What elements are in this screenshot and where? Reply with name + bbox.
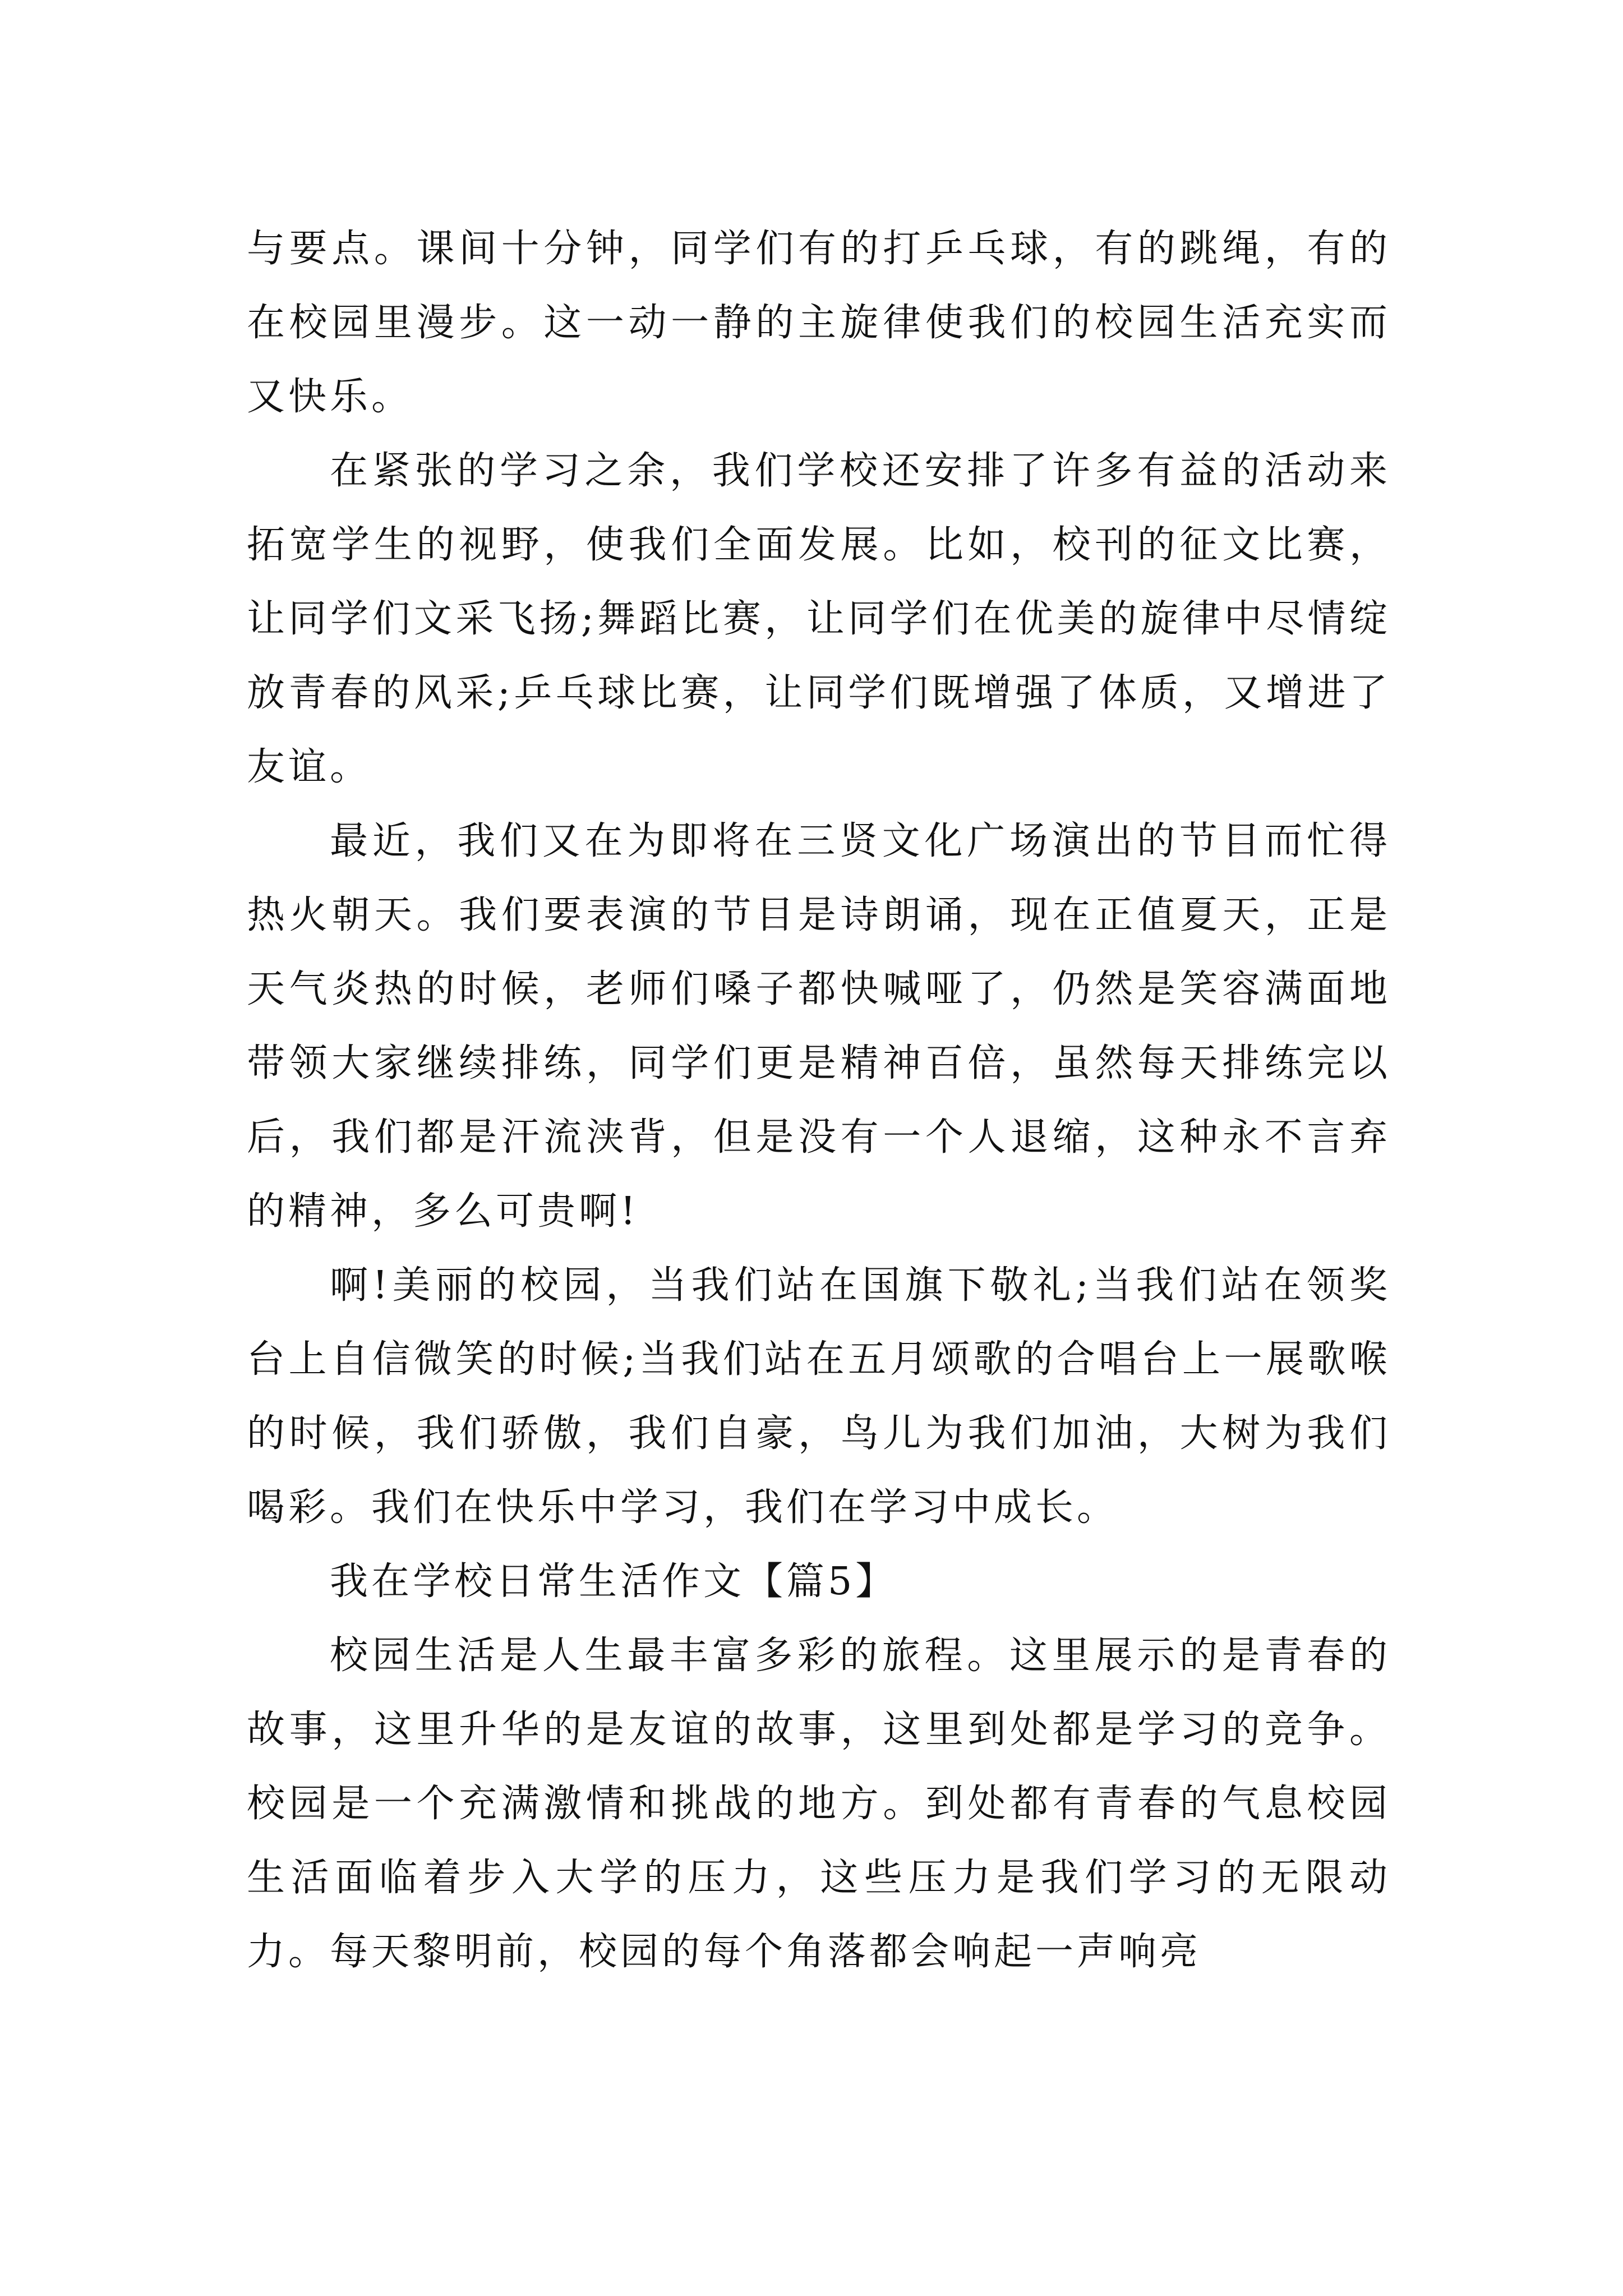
paragraph-2: 在紧张的学习之余，我们学校还安排了许多有益的活动来拓宽学生的视野，使我们全面发展。比如，校刊的征文比赛，让同学们文采飞扬;舞蹈比赛，让同学们在优美的旋律中尽情绽放青春的风采;乒乓球比赛，让同学们既增强了体质，又增进了友谊。 — [247, 449, 1391, 789]
document-body — [247, 212, 1391, 1989]
paragraph-3: 最近，我们又在为即将在三贤文化广场演出的节目而忙得热火朝天。我们要表演的节目是诗朗诵，现在正值夏天，正是天气炎热的时候，老师们嗓子都快喊哑了，仍然是笑容满面地带领大家继续排练，同学们更是精神百倍，虽然每天排练完以后，我们都是汗流浃背，但是没有一个人退缩，这种永不言弃的精神，多么可贵啊! — [247, 819, 1391, 1234]
paragraph-5: 校园生活是人生最丰富多彩的旅程。这里展示的是青春的故事，这里升华的是友谊的故事，这里到处都是学习的竞争。校园是一个充满激情和挑战的地方。到处都有青春的气息校园生活面临着步入大学的压力，这些压力是我们学习的无限动力。每天黎明前，校园的每个角落都会响起一声响亮 — [247, 1634, 1391, 1974]
section-heading: 我在学校日常生活作文【篇5】 — [330, 1559, 897, 1604]
paragraph-4: 啊!美丽的校园，当我们站在国旗下敬礼;当我们站在领奖台上自信微笑的时候;当我们站在五月颂歌的合唱台上一展歌喉的时候，我们骄傲，我们自豪，鸟儿为我们加油，大树为我们喝彩。我们在快乐中学习，我们在学习中成长。 — [247, 1263, 1391, 1530]
paragraph-1: 与要点。课间十分钟，同学们有的打乒乓球，有的跳绳，有的在校园里漫步。这一动一静的主旋律使我们的校园生活充实而又快乐。 — [247, 227, 1391, 419]
